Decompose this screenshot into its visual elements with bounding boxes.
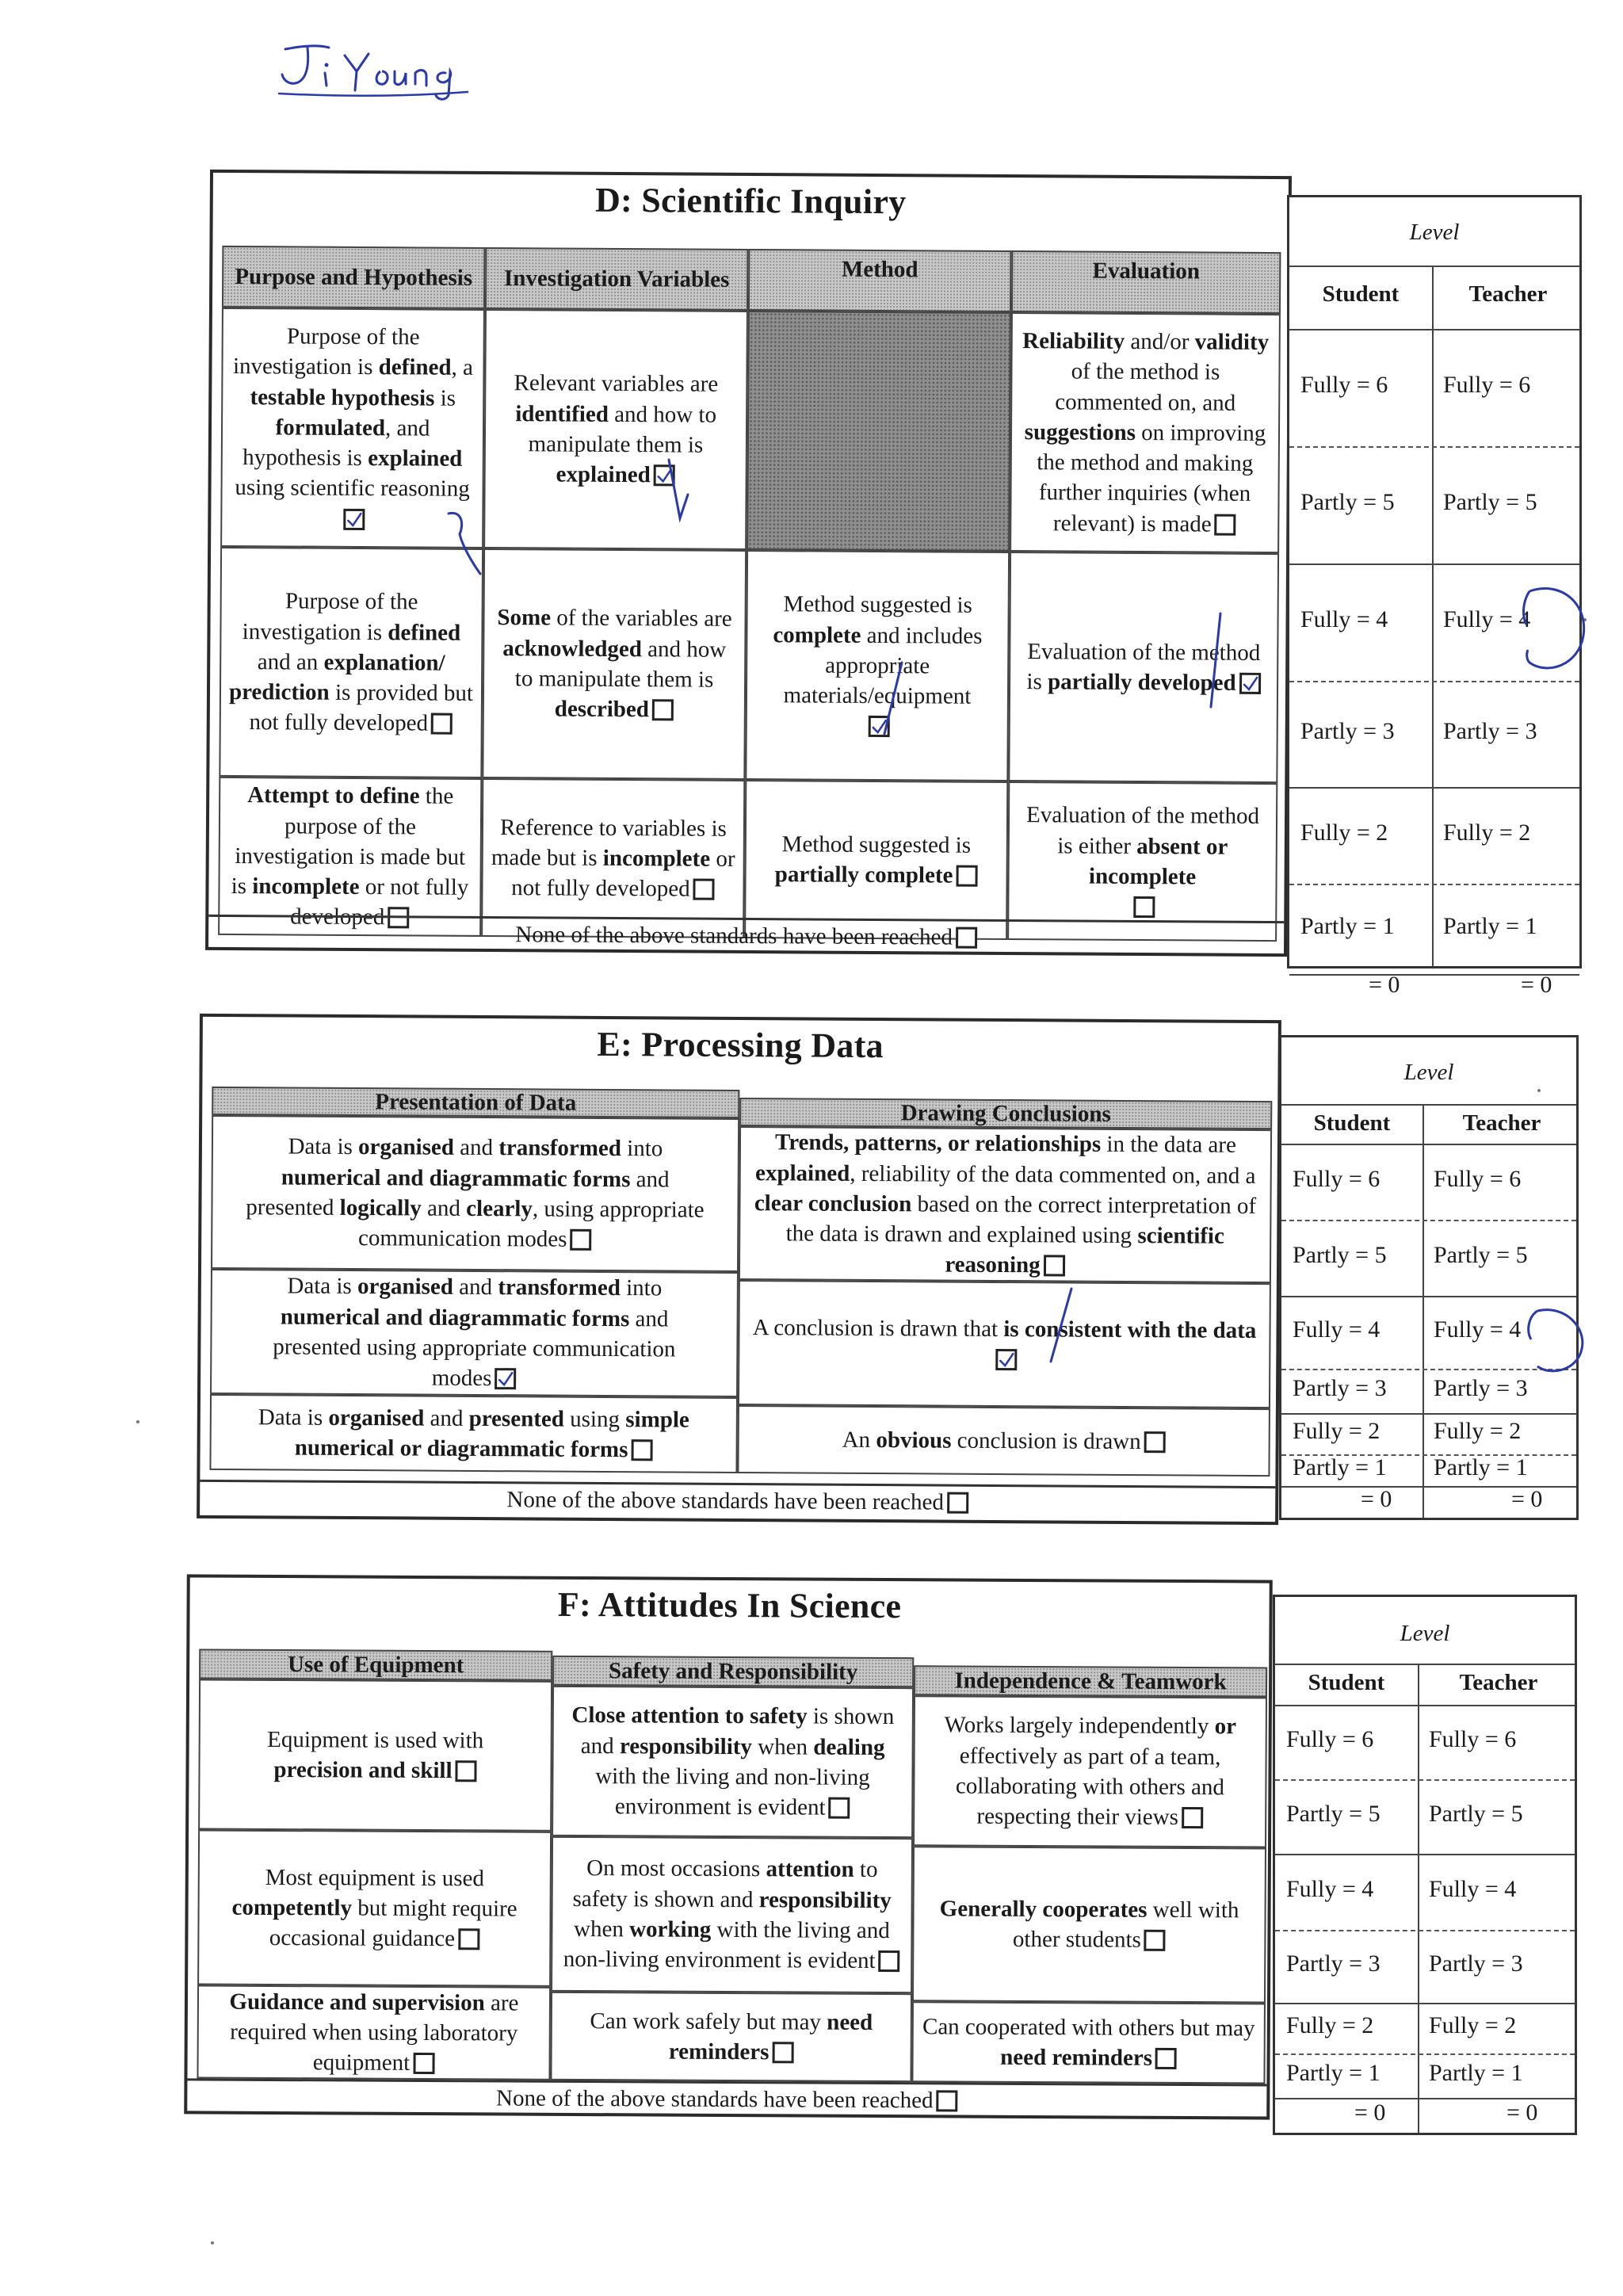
level-panel-scientific-inquiry [1287, 195, 1582, 998]
teacher-level-option[interactable]: Partly = 3 [1434, 1375, 1528, 1401]
checkbox[interactable] [570, 1229, 591, 1251]
criterion-text: Guidance and supervision are required when using laboratory equipment [229, 1988, 519, 2076]
criterion-text: Can work safely but may need reminders [590, 2008, 873, 2065]
criterion-cell [482, 548, 747, 780]
checkbox[interactable] [1144, 1431, 1166, 1453]
teacher-level-option[interactable]: Fully = 2 [1443, 819, 1531, 846]
none-reached-text: None of the above standards have been reached [495, 2085, 934, 2114]
teacher-level-option[interactable]: = 0 [1507, 2099, 1538, 2126]
rubric-title: E: Processing Data [597, 1024, 884, 1066]
checkbox[interactable] [956, 865, 977, 887]
criterion-cell [913, 1695, 1267, 1847]
criterion-text: Relevant variables are identified and how to manipulate them is explained [514, 370, 719, 488]
level-title: Level [1400, 1621, 1450, 1646]
checkbox[interactable] [458, 1928, 479, 1950]
checkbox[interactable] [1155, 2048, 1177, 2069]
criterion-text: Data is organised and presented using simple numerical or diagrammatic forms [258, 1404, 689, 1463]
checkbox[interactable] [431, 713, 453, 735]
criterion-cell [220, 308, 485, 548]
checkbox[interactable] [1182, 1807, 1203, 1828]
teacher-column-header: Teacher [1462, 1110, 1541, 1136]
teacher-column-header: Teacher [1459, 1670, 1538, 1695]
student-level-option[interactable]: Fully = 4 [1300, 606, 1388, 632]
criterion-cell [550, 1992, 912, 2082]
criterion-cell [218, 777, 482, 937]
header-safety-and-responsibility: Safety and Responsibility [552, 1656, 914, 1687]
student-name-signature [269, 32, 475, 103]
criterion-cell [745, 550, 1010, 781]
criterion-text: Evaluation of the method is either absent or incomplete [1025, 802, 1260, 890]
criterion-cell [197, 1985, 551, 2080]
student-level-option[interactable]: Partly = 1 [1286, 2060, 1381, 2086]
criterion-cell [481, 778, 745, 938]
checkbox[interactable] [495, 1368, 516, 1389]
level-panel-attitudes-in-science [1273, 1595, 1577, 2135]
checkbox[interactable] [1044, 1255, 1065, 1277]
criterion-text: A conclusion is drawn that is consistent with the data [752, 1314, 1257, 1343]
student-level-option[interactable]: Fully = 4 [1293, 1316, 1381, 1343]
none-reached-row [200, 1480, 1275, 1522]
criterion-text: An obvious conclusion is drawn [842, 1427, 1141, 1454]
criterion-text: Attempt to define the purpose of the investigation is made but is incomplete or not fully developed [231, 782, 469, 930]
teacher-level-option[interactable]: Partly = 3 [1429, 1950, 1523, 1977]
level-panel-processing-data [1279, 1035, 1579, 1520]
header-drawing-conclusions: Drawing Conclusions [739, 1098, 1272, 1129]
student-column-header: Student [1308, 1670, 1385, 1695]
student-level-option[interactable]: = 0 [1369, 972, 1400, 998]
teacher-level-option[interactable]: Fully = 6 [1443, 372, 1531, 398]
criterion-text: Data is organised and transformed into numerical and diagrammatic forms and presented logically and clearly, using appropriate communication modes [246, 1133, 705, 1252]
teacher-level-option[interactable]: Partly = 5 [1434, 1242, 1528, 1268]
checkbox[interactable] [1133, 896, 1155, 918]
criterion-text: Evaluation of the method is partially developed [1026, 638, 1261, 696]
rubric-title: F: Attitudes In Science [557, 1584, 902, 1626]
teacher-level-option[interactable]: Partly = 1 [1434, 1454, 1528, 1480]
teacher-level-option[interactable]: Partly = 3 [1443, 718, 1537, 744]
criterion-text: Close attention to safety is shown and responsibility when dealing with the living and non-living environment is evident [571, 1702, 895, 1820]
rubric-processing-data [197, 1014, 1281, 1525]
teacher-level-option[interactable]: Fully = 6 [1429, 1726, 1517, 1752]
criterion-cell [219, 547, 483, 778]
checkbox[interactable] [693, 879, 715, 900]
teacher-level-option[interactable]: = 0 [1521, 972, 1552, 998]
student-level-option[interactable]: Partly = 3 [1293, 1375, 1387, 1401]
none-reached-row [187, 2078, 1266, 2119]
student-column-header: Student [1313, 1110, 1391, 1136]
checkbox[interactable] [1239, 673, 1261, 694]
criterion-text: Works largely independently or effectively as part of a team, collaborating with others and respecting their views [944, 1712, 1237, 1831]
header-presentation-of-data: Presentation of Data [212, 1087, 739, 1118]
checkbox[interactable] [829, 1797, 850, 1819]
checkbox[interactable] [652, 700, 674, 721]
rubric-title: D: Scientific Inquiry [594, 180, 907, 222]
teacher-level-option[interactable]: Fully = 2 [1434, 1418, 1522, 1444]
student-level-option[interactable]: Partly = 3 [1286, 1950, 1381, 1977]
teacher-level-option[interactable]: Partly = 5 [1443, 489, 1537, 515]
checkbox[interactable] [654, 465, 675, 487]
scan-speck [1583, 618, 1587, 621]
criterion-cell [1008, 552, 1279, 783]
header-method: Method [748, 249, 1011, 312]
none-reached-row [208, 915, 1284, 957]
rubric-scientific-inquiry [205, 170, 1292, 957]
checkbox[interactable] [1215, 514, 1236, 535]
checkbox[interactable] [455, 1760, 476, 1782]
checkbox[interactable] [772, 2042, 793, 2063]
criterion-text: Data is organised and transformed into numerical and diagrammatic forms and presented using appropriate communication modes [273, 1273, 676, 1392]
criterion-text: Purpose of the investigation is defined, a testable hypothesis is formulated, and hypothesis is explained using scientific reasoning [232, 323, 474, 502]
none-reached-text: None of the above standards have been reached [506, 1487, 945, 1515]
criterion-text: Equipment is used with precision and skill [267, 1726, 484, 1784]
criterion-cell [737, 1405, 1270, 1477]
criterion-text: Some of the variables are acknowledged and how to manipulate them is described [497, 605, 732, 723]
header-investigation-variables: Investigation Variables [485, 247, 748, 311]
student-level-option[interactable]: Partly = 5 [1300, 489, 1395, 515]
criterion-cell [738, 1280, 1271, 1408]
teacher-level-option[interactable]: Fully = 2 [1429, 2012, 1517, 2038]
criterion-text: Can cooperated with others but may need reminders [922, 2014, 1255, 2071]
teacher-level-option[interactable]: = 0 [1511, 1486, 1543, 1512]
student-column-header: Student [1322, 281, 1400, 307]
criterion-text: Method suggested is complete and includes appropriate materials/equipment [773, 591, 983, 709]
teacher-column-header: Teacher [1468, 281, 1548, 307]
scan-speck [136, 1420, 139, 1423]
criterion-cell [483, 309, 748, 550]
criterion-cell [198, 1679, 552, 1832]
scan-speck [1537, 1089, 1541, 1092]
student-level-option[interactable]: Fully = 2 [1286, 2012, 1374, 2038]
teacher-level-option[interactable]: Fully = 4 [1429, 1876, 1517, 1902]
criterion-text: On most occasions attention to safety is shown and responsibility when working with the living and non-living environment is evident [563, 1855, 892, 1974]
student-level-option[interactable]: Fully = 4 [1286, 1876, 1374, 1902]
criterion-text: Trends, patterns, or relationships in the data are explained, reliability of the data commented on, and a clear conclusion based on the correct interpretation of the data is drawn and explained using scientific reasoning [754, 1129, 1257, 1278]
student-level-option[interactable]: Partly = 5 [1293, 1242, 1387, 1268]
student-level-option[interactable]: Fully = 2 [1293, 1418, 1381, 1444]
criterion-cell [197, 1829, 552, 1986]
checkbox[interactable] [879, 1950, 900, 1972]
criterion-text: Purpose of the investigation is defined and an explanation/ prediction is provided but not fully developed [228, 588, 474, 736]
criterion-cell [739, 1126, 1272, 1283]
none-reached-text: None of the above standards have been reached [515, 922, 953, 950]
checkbox[interactable] [343, 509, 365, 530]
checkbox[interactable] [947, 1492, 968, 1514]
header-independence-teamwork: Independence & Teamwork [914, 1665, 1267, 1697]
checkbox[interactable] [995, 1349, 1017, 1370]
criterion-cell [1007, 781, 1277, 942]
level-title: Level [1409, 220, 1460, 245]
checkbox[interactable] [413, 2053, 434, 2074]
student-level-option[interactable]: Partly = 5 [1286, 1801, 1381, 1827]
criterion-cell [552, 1686, 914, 1838]
criterion-text: Reliability and/or validity of the method is commented on, and suggestions on improving the method and making further inquiries (when relevant) is made [1022, 328, 1270, 537]
checkbox[interactable] [631, 1439, 652, 1461]
criterion-text: Reference to variables is made but is incomplete or not fully developed [491, 814, 735, 902]
criterion-cell [209, 1394, 738, 1473]
criterion-text: Most equipment is used competently but might require occasional guidance [231, 1864, 517, 1952]
criterion-cell [211, 1115, 739, 1272]
header-evaluation: Evaluation [1011, 250, 1281, 314]
teacher-level-option[interactable]: Partly = 1 [1429, 2060, 1523, 2086]
student-level-option[interactable]: Partly = 3 [1300, 718, 1395, 744]
student-level-option[interactable]: = 0 [1361, 1486, 1392, 1512]
criterion-cell [551, 1836, 913, 1993]
teacher-level-option[interactable]: Fully = 4 [1443, 606, 1531, 632]
teacher-level-option[interactable]: Fully = 6 [1434, 1166, 1522, 1192]
checkbox[interactable] [1144, 1930, 1166, 1951]
student-level-option[interactable]: Fully = 6 [1300, 372, 1388, 398]
checkbox[interactable] [937, 2090, 958, 2111]
level-title: Level [1403, 1060, 1454, 1085]
criterion-cell [744, 780, 1008, 940]
criterion-cell [912, 1846, 1266, 2003]
criterion-text: Generally cooperates well with other students [939, 1896, 1239, 1953]
scan-speck [211, 2241, 214, 2244]
teacher-level-option[interactable]: Fully = 4 [1434, 1316, 1522, 1343]
criterion-text: Method suggested is partially complete [774, 831, 972, 888]
student-level-option[interactable]: Fully = 6 [1293, 1166, 1381, 1192]
method-shaded-cell [747, 311, 1011, 552]
teacher-level-option[interactable]: Partly = 5 [1429, 1801, 1523, 1827]
header-purpose-hypothesis: Purpose and Hypothesis [222, 246, 485, 309]
checkbox[interactable] [868, 716, 889, 737]
student-level-option[interactable]: Fully = 6 [1286, 1726, 1374, 1752]
teacher-level-option[interactable]: Partly = 1 [1443, 913, 1537, 939]
checkbox[interactable] [956, 927, 977, 949]
criterion-cell [911, 2001, 1266, 2084]
student-level-option[interactable]: = 0 [1354, 2099, 1386, 2126]
criterion-cell [1010, 312, 1281, 553]
student-level-option[interactable]: Partly = 1 [1300, 913, 1395, 939]
criterion-cell [210, 1269, 739, 1397]
student-level-option[interactable]: Partly = 1 [1293, 1454, 1387, 1480]
header-use-of-equipment: Use of Equipment [199, 1649, 552, 1681]
rubric-attitudes-in-science [184, 1574, 1273, 2119]
student-level-option[interactable]: Fully = 2 [1300, 819, 1388, 846]
